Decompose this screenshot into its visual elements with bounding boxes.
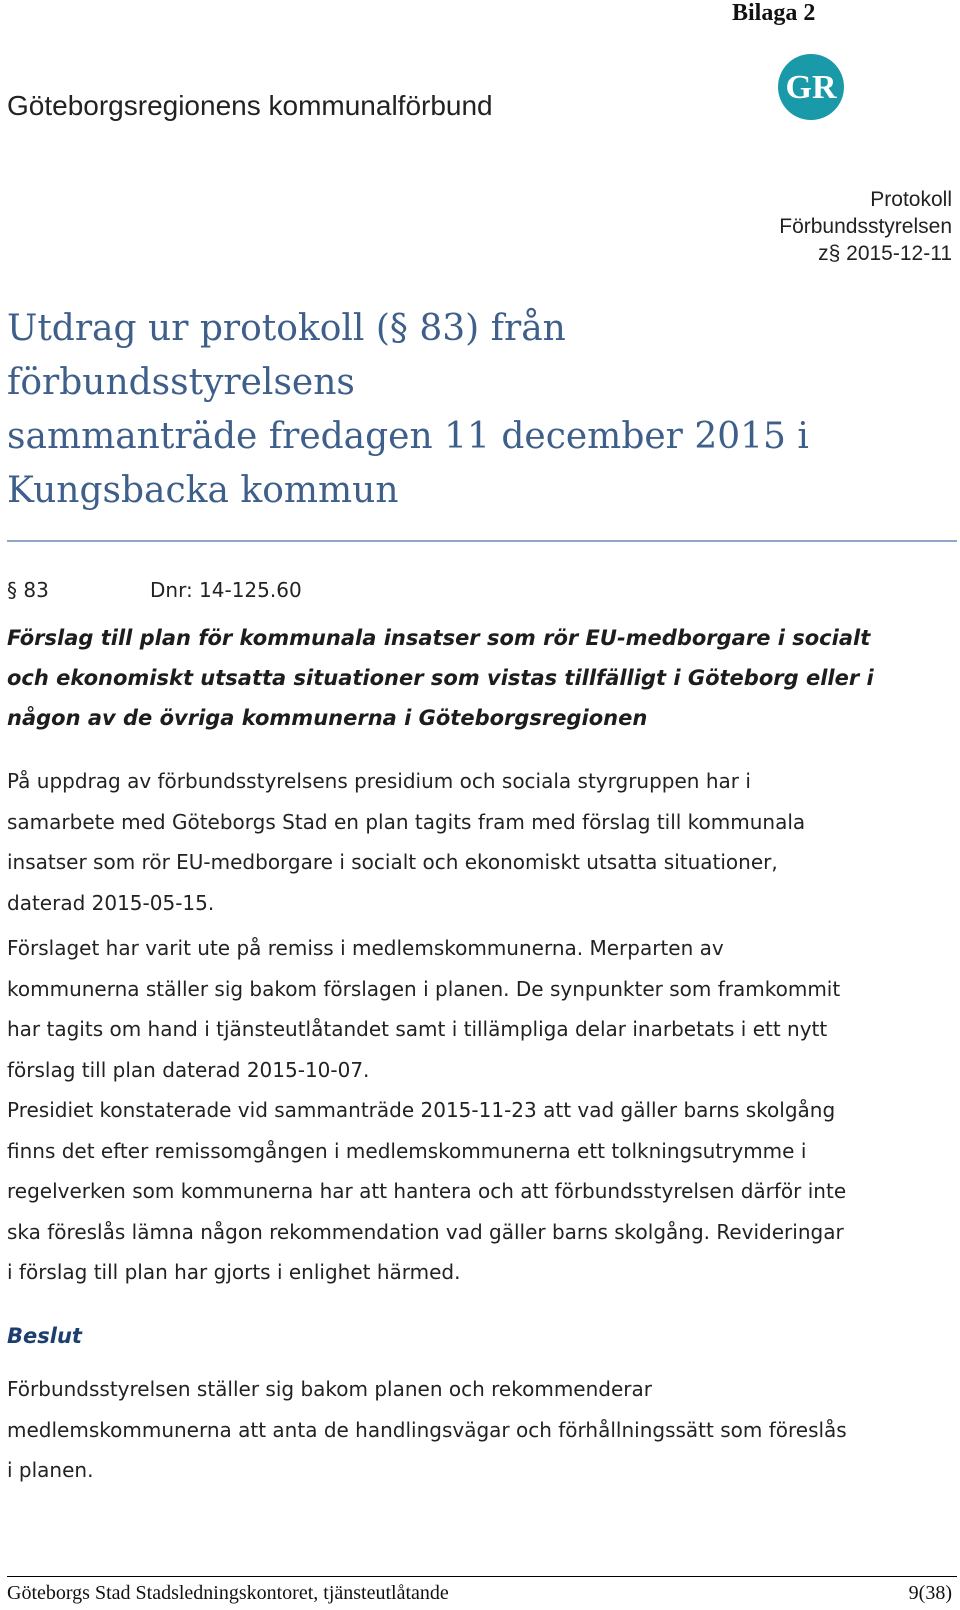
text-line: finns det efter remissomgången i medlemskommunerna ett tolkningsutrymme i: [7, 1138, 807, 1163]
body-paragraph-3: [7, 1090, 952, 1293]
logo-text: GR: [785, 69, 837, 106]
subject-line: Förslag till plan för kommunala insatser som rör EU-medborgare i socialt: [7, 626, 871, 650]
text-line: i planen.: [7, 1458, 94, 1482]
text-line: insatser som rör EU-medborgare i socialt och ekonomiskt utsatta situationer,: [7, 850, 778, 874]
page-number: 9(38): [908, 1582, 952, 1604]
decision-paragraph: [7, 1369, 952, 1491]
subject-line: någon av de övriga kommunerna i Göteborgsregionen: [7, 706, 648, 730]
decision-heading: Beslut: [7, 1324, 82, 1348]
text-line: samarbete med Göteborgs Stad en plan tagits fram med förslag till kommunala: [7, 809, 806, 834]
attachment-label: Bilaga 2: [732, 0, 816, 26]
text-line: förslag till plan daterad 2015-10-07.: [7, 1057, 370, 1082]
text-line: i förslag till plan har gjorts i enlighet härmed.: [7, 1260, 461, 1284]
text-line: Förslaget har varit ute på remiss i medlemskommunerna. Merparten av: [7, 936, 724, 960]
title-line: Kungsbacka kommun: [7, 470, 399, 511]
text-line: ska föreslås lämna någon rekommendation vad gäller barns skolgång. Revideringar: [7, 1219, 844, 1244]
gr-logo: [776, 52, 846, 122]
document-meta: [779, 186, 952, 267]
board-name: Förbundsstyrelsen: [779, 215, 952, 238]
text-line: regelverken som kommunerna har att hantera och att förbundsstyrelsen därför inte: [7, 1179, 847, 1203]
text-line: Förbundsstyrelsen ställer sig bakom planen och rekommenderar: [7, 1377, 652, 1401]
text-line: har tagits om hand i tjänsteutlåtandet samt i tillämpliga delar inarbetats i ett nytt: [7, 1017, 828, 1041]
text-line: Presidiet konstaterade vid sammanträde 2015-11-23 att vad gäller barns skolgång: [7, 1098, 836, 1122]
body-paragraph-2: [7, 928, 952, 1090]
text-line: På uppdrag av förbundsstyrelsens presidium och sociala styrgruppen har i: [7, 769, 751, 793]
text-line: daterad 2015-05-15.: [7, 890, 215, 915]
section-header: [7, 578, 302, 602]
organization-name: Göteborgsregionens kommunalförbund: [7, 90, 493, 121]
body-paragraph-1: [7, 761, 952, 923]
title-line: sammanträde fredagen 11 december 2015 i: [7, 416, 809, 457]
subject-line: och ekonomiskt utsatta situationer som vistas tillfälligt i Göteborg eller i: [7, 666, 874, 690]
footer-divider: [7, 1576, 957, 1577]
title-divider: [7, 540, 957, 542]
page-title: [7, 302, 907, 518]
section-subject: [7, 618, 952, 738]
diary-number: Dnr: 14-125.60: [150, 578, 302, 602]
doc-type: Protokoll: [870, 188, 952, 211]
text-line: kommunerna ställer sig bakom förslagen i planen. De synpunkter som framkommit: [7, 976, 841, 1001]
title-line: Utdrag ur protokoll (§ 83) från förbundsstyrelsens: [7, 308, 566, 403]
text-line: medlemskommunerna att anta de handlingsvägar och förhållningssätt som föreslås: [7, 1417, 847, 1442]
meeting-date: z§ 2015-12-11: [818, 242, 952, 265]
section-number: § 83: [7, 578, 49, 602]
footer-source: Göteborgs Stad Stadsledningskontoret, tjänsteutlåtande: [7, 1582, 449, 1604]
